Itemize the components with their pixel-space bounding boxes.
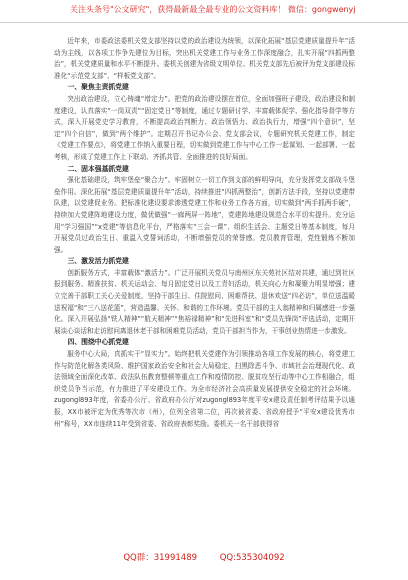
section-heading: 一、聚焦主责抓党建 [67,83,129,92]
section-paragraph: 创新服务方式，丰富载体“激活力”。广泛开展机关党员与南州区东关苑社区结对共建，通过到社区报到服务、精准扶贫、机关运动会、每月固定党日以及工青妇活动，机关向心力和凝聚力明显增强；建立完善干部职工关心关爱制度，坚持干部生日、住院慰问、困难帮扶、退休欢送“四必访”，单位送温暖送祝福“和“三八送花篮”，营造温馨、关怀、和谐的工作环境。党员干部的主人翁精神和归属感进一步强化。深入开展弘扬“铁人精神”“航天精神”“焦裕禄精神”和“先进科室”和“党员先锋岗”评选活动，定期开展谈心谈话和走访慰问离退休老干部和困难党员活动，党员干部担当作为，干事创业热情进一步激发。 [54,268,355,335]
footer-qq-group: QQ群：31991489 [123,553,198,563]
section-heading: 二、固本强基抓党建 [67,164,129,173]
intro-paragraph: 近年来，市委政法委机关党支部坚持以党的政治建设为统领，以深化拓展“基层党建质量提升年”活动为主线，以各项工作争先建位为目标，突出机关党建工作与业务工作深度融合，扎实开展“四抓两整治”，机关党建质量和水平不断提升。委机关创建为省级文明单位、机关党支部先后被评为党支部建设标准化“示范党支部”、“样板党支部”。 [54,37,355,80]
document-body [54,36,355,430]
page-header [0,0,408,23]
header-promo-text: 关注头条号"公文研究"，获得最新最全最专业的公文资料库！ 微信：gongwenyj [70,5,356,14]
page-footer [0,552,408,564]
section-heading: 三、激发活力抓党建 [67,257,129,266]
section-paragraph: 突出政治建设，立心铸魂“增定力”。把党的政治建设摆在首位，全面加强班子建设，政治建设和制度建设，认真落实“一岗双责”“固定党日”等制度，通过专题研讨学、丰富载体促学、强化指导督学等方式，深入开展党史学习教育，不断提高政治判断力、政治领悟力、政治执行力，增强“四个意识”，坚定“四个自信”，做到“两个维护”。定期召开书记办公会、党支部会议，专题研究机关党建工作，制定《党建工作要点》，将党建工作纳入重要日程，切实做到党建工作与中心工作一起谋划、一起部署、一起考核，形成了党建工作上下联动、齐抓共管、全面推进的良好局面。 [54,94,355,161]
footer-qq: QQ:535304092 [219,553,285,563]
section-paragraph: 强化基础建设，筑牢堡垒“聚合力”。牢固树立一切工作到支部的鲜明导向，充分发挥党支部战斗堡垒作用。深化拓展“基层党建质量提升年”活动，持续推进“四抓两整治”，创新方法手段，坚持以党建带队建，以党建促业务。把标准化建设要求渗透党建工作和业务工作各方面，切实做到“两手抓两手硬”，持续加大党建阵地建设力度，做优做强“一廊两屏一阵地”，党建阵地建设规范合水平切实提升。充分运用“学习强国”“x党建”等信息化平台，严格落实“三会一课”、组织生活会、主题党日等基本制度，每月开展党员过政治生日、重温入党誓词活动，不断增强党员的荣誉感。党员教育管理，党性锻炼不断加强。 [54,176,355,254]
section-paragraph: 服务中心大局，真抓实干“显实力”。始终把机关党建作为引领推动各项工作发展的核心，将党建工作与防范化解各类风险、维护国家政治安全和社会大局稳定，扫黑除恶斗争、市域社会治理现代化、政法领域全面深化改革、政法队伍教育整顿等重点工作和疫情防控、脱贫攻坚行动等中心工作相融合，组织党员争当示范，有力推进了平安建设工作。为全市经济社会高质量发展提供安全稳定的社会环境。zugongl893年度，省委办公厅、省政府办公厅对zugongl893年度平安x建设责任制考评结果予以通报，XX市被评定为优秀等次市（州），位列全省第二位，再次被省委、省政府授予“平安x建设优秀市州”称号，XX市连续11年受到省委、省政府表彰奖励。委机关一名干部获得省 [54,350,355,428]
section-heading: 四、围绕中心抓党建 [67,338,129,347]
